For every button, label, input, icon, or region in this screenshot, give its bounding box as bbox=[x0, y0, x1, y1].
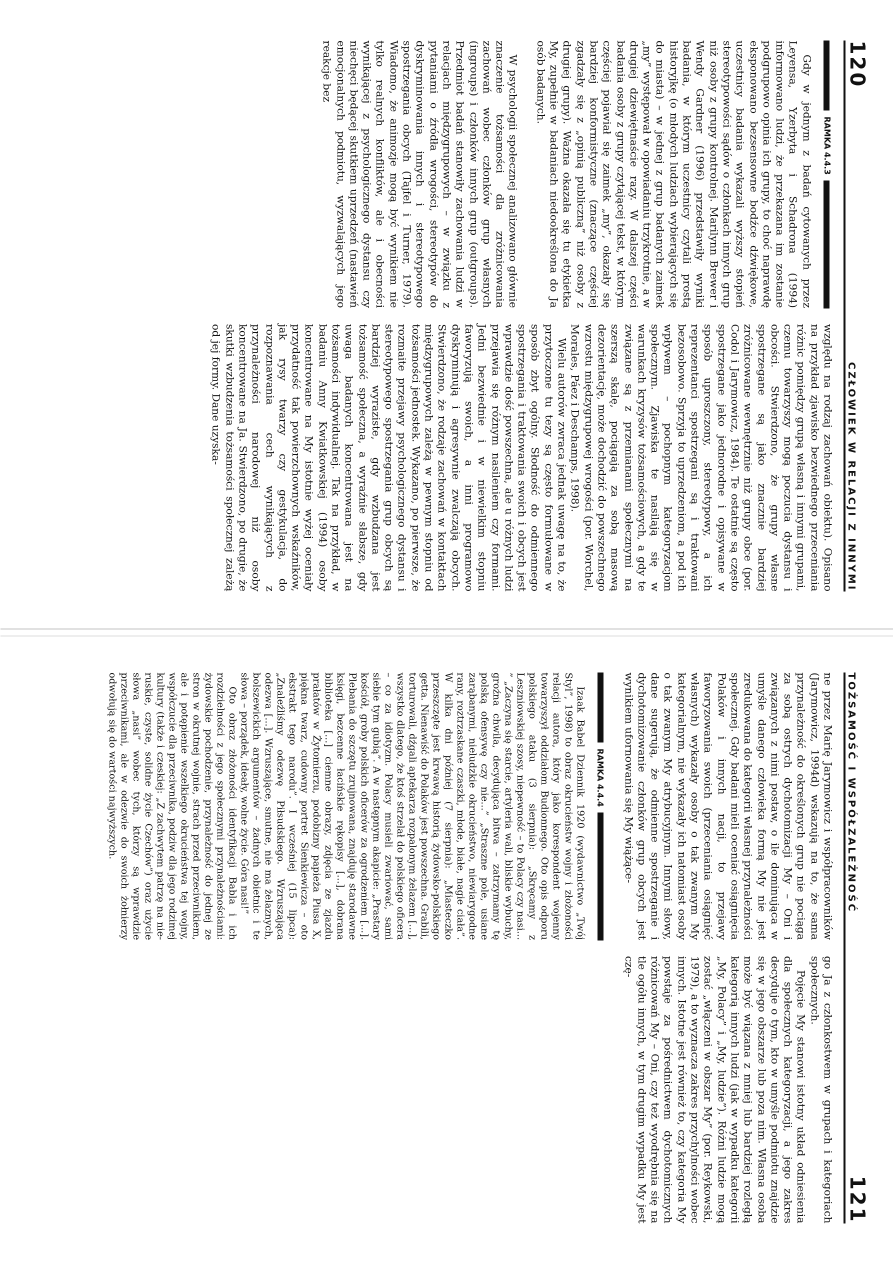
left-columns bbox=[20, 40, 833, 591]
right-column-1 bbox=[20, 672, 833, 940]
box-label: RAMKA 4.4.3 bbox=[822, 116, 831, 175]
left-running-title: CZŁOWIEK W RELACJI Z INNYMI bbox=[845, 361, 856, 591]
left-page-number: 120 bbox=[845, 40, 869, 88]
box-paragraph: Oto obraz złożoności identyfikacji Babla i ich rozdzielności z jego społecznymi przynależnościami: żydowskie pochodzenie, przynależność do jednej ze stron w okrutnej wojnie, strach przed przeciwnikiem, ale i potępienie wszelkiego okrucieństwa tej wojny, współczucie dla przeciwnika, podziw dla jego rodzimej kultury (także i czeskiej: „Z zachwytem patrzę na nie-ruskie, czyste, solidne życie Czechów”) oraz użycie słowa „nasi” wobec tych, którzy są wprawdzie przeciwnikami, ale w odezwie do swoich żołnierzy odwołują się do wartości najwyższych. bbox=[105, 672, 237, 940]
box-paragraph: Izaak Babel Dziennik 1920 (wydawnictwo „Twój Styl”, 1998) to obraz okrucieństw wojny i złożoności relacji autora, który jako korespondent wojenny towarzyszył oddziałom Budionnego. Oto opis odporu polskiego ataku (3 sierpnia): „Skręcamy z Leszniowskiej szosy, niepewność – to Polacy czy nasi... ” „Zaczyna się starcie, artyleria wali, bliskie wybuchy, groźna chwila, decydująca bitwa – zatrzymamy tę polską ofensywę czy nie...” „Straszne pole, usiane zarąbanymi, nieludzkie okrucieństwo, niewiarygodne rany, roztrzaskane czaszki, młode, białe, nagie ciała”. W kilka dni później (7 sierpnia): „Miasteczko przeszczęte jest krwawą historią żydowsko-polskiego getta. Nienawiść do Polaków jest powszechna. Grabili, torturowali, dźgali aptekarza rozpalonym żelazem [...], wszystko dlatego, że ktoś strzelał do polskiego oficera – co za idiotyzm. Polacy musieli zwariować, sami siebie tym gubią”. A w następnym akapicie: „Prastary kościół, groby polskich oficerów za ogrodzeniem [...]. Plebania do szczętu zrujnowana, znajduję starodawne księgi, bezcenne łacińskie rękopisy [...], dobrana biblioteka [...] ciemne obrazy, zdjęcia ze zjazdu prałatów w Żytomierzu, podobizny papieża Piusa X, piękna twarz, cudowny portret Sienkiewicza – oto ekstrakt tego narodu”. I wcześniej (15 lipca): „Znaleźliśmy odezwę Piłsudskiego. Wzruszająca odezwa [...]. Wzruszające, smutne, nie ma żelaznych, bolszewickich argumentów – żadnych obietnic i te słowa – porządek, ideały, wolne życie. Góra nasi!” bbox=[237, 672, 585, 940]
box-header-bar bbox=[597, 812, 603, 939]
box-header-4-4-4 bbox=[593, 672, 606, 940]
right-page bbox=[0, 632, 893, 1263]
body-paragraph: Pojęcie My stanowi istotny układ odniesienia dla społecznych kategoryzacji, a jego zakres decyduje o tym, kto w umyśle podmiotu znajdzie się w jego obszarze lub poza nim. Własna osoba może być wiązana z mniej lub bardziej rozległą kategorią innych ludzi (jak w wypadku kategorii „My, Polacy” i „My, ludzie”). Różni ludzie mogą zostać „włączeni w obszar My” (por. Reykowski, 1979), a to wyznacza zakres przychylności wobec innych. Istotne jest również to, czy kategoria My powstaje za pośrednictwem dychotomicznych różnicowań My – Oni, czy też wyodrębnia się na tle ogółu innych, w tym drugim wypadku My jest czę- bbox=[621, 955, 807, 1223]
right-running-head bbox=[843, 672, 871, 1223]
left-page bbox=[0, 0, 893, 631]
body-paragraph: Wielu autorów zwraca jednak uwagę na to, że przytoczone tu tezy są często formułowane w sposób zbyt ogólny. Słodność do odmiennego spostrzegania i traktowania swoich i obcych jest wprawdzie dość powszechna, ale u różnych ludzi przejawia się różnym nasileniem czy formami. Jedni bezwiednie i w niewielkim stopniu faworyzują swoich, a inni programowo dyskryminują i agresywnie zwalczają obcych. Stwierdzono, że rodzaje zachowań w kontaktach międzygrupowych zależą w pewnym stopniu od tożsamości jednostek. Wykazano, po pierwsze, że rozmaite przejawy psychologicznego dystansu i stereotypowego spostrzegania grup obcych są bardziej wyraziste, gdy wzbudzana jest tożsamość społeczna, a wyraźnie słabsze, gdy uwaga badanych koncentrowana jest na tożsamości indywidualnej. Tak na przykład, w badaniu Anny Kwiatkowskiej (1994) osoby koncentrowane na My istotnie wyżej oceniały przydatność tak powierzchownych wskaźników, jak rysy twarzy czy gestykulacja, do rozpoznawania cech wynikających z przynależności narodowej niż osoby koncentrowane na Ja. Stwierdzono, po drugie, że skutki wzbudzenia tożsamości społecznej zależą od jej formy. Dane uzyska- bbox=[209, 323, 568, 591]
box-header-bar bbox=[823, 180, 829, 307]
body-paragraph: W psychologii społecznej analizowano głównie znaczenie tożsamości dla zróżnicowania zachowań wobec członków grup własnych (ingroups) i członków innych grup (outgroups). Przedmiot badań stanowiły zachowania ludzi w relacjach międzygrupowych – w związku z pytaniami o źródła wrogości, stereotypów do dyskryminowania innych i stereotypowego spostrzegania obcych (Tajfel i Turner, 1979). Wiadomo, że animozje mogą być wynikiem nie tylko realnych konfliktów, ale i obecności wynikającej z psychologicznego dystansu czy niechęci będącej skutkiem uprzedzeń (nastawień emocjonalnych podmiotu, wyzwalających jego reakcje bez bbox=[320, 40, 519, 308]
box-paragraph: Gdy w jednym z badań cytowanych przez Leyensa, Yzerbyta i Schadrona (1994) informowano ludzi, że przekazana im zostanie podgrupowo opinia ich grupy, to choć naprawdę eksponowano bezsensowne bodźce dźwiękowe, uczestnicy badania wykazali wyższy stopień stereotypowości sądów o członkach innych grup niż osoby z grupy kontrolnej. Marilynn Brewer i Wendy Gardner (1996) przedstawiły wyniki badania, w którym uczestnicy czytali prostą historyjkę (o młodych ludziach wybierających się do miasta) – w jednej z grup badanych zaimek „my” występował w opowiadaniu trzykrotnie, a w drugiej dziewiętnaście razy. W dalszej części badania osoby z grupy czytającej tekst, w którym częściej pojawiał się zaimek „my”, okazały się bardziej konformistyczne (znaczące częściej zgadzały się z „opinią publiczną” niż osoby z drugiej grupy). Ważna okazała się tu etykietka My, zupełnie w badaniach niedookreślona do Ja osób badanych. bbox=[533, 40, 812, 308]
body-paragraph: względu na rodzaj zachowań obiektu). Opisano na przykład zjawisko bezwiednego przeceniania różnic pomiędzy grupą własną i innymi grupami, czemu towarzyszy mogą poczucia dystansu i obcości. Stwierdzono, że grupy własne spostrzegane są jako znacznie bardziej zróżnicowane wewnętrznie niż grupy obce (por. Codol i Jarymowicz, 1984). Te ostatnie są często spostrzegane jako jednorodne i opisywane w sposób uproszczony, stereotypowy, a ich reprezentanci spostrzegani są i traktowani bezosobowo. Sprzyja to uprzedzeniom, a pod ich wpływem – pochopnym kategoryzacjom społecznym. Zjawiska te nasilają się w warunkach kryzysów tożsamościowych, a gdy te związane są z przemianami społecznymi na szerszą skalę, pociągają za sobą masową dezorientację, może dochodzić do powszechnego wzrostu międzygrupowej wrogości (por. Worchel, Morales, Páez i Deschamps, 1998). bbox=[568, 323, 833, 591]
left-column-1 bbox=[20, 40, 833, 308]
box-header-4-4-3 bbox=[820, 40, 833, 308]
box-header-bar bbox=[823, 40, 829, 110]
box-header-bar bbox=[597, 672, 603, 742]
left-column-2 bbox=[20, 324, 833, 592]
body-paragraph: ne przez Marię Jarymowicz i współpracowników (Jarymowicz, 1994d) wskazują na to, że sama przynależność do określonych grup nie pociąga za sobą ostrych dychotomizacji My – Oni i związanych z nimi postaw, o ile dominująca w umyśle danego człowieka formą My nie jest zredukowana do kategorii własnej przynależności społecznej. Gdy badani mieli oceniać osiągnięcia Polaków i innych nacji, to przejawy faworyzowania swoich (przeceniania osiągnięć własnych) wykazały osoby o tak zwanym My kategorialnym, nie wykazały ich natomiast osoby o tak zwanym My atrybucyjnym. Innymi słowy, dane sugerują, że odmienne spostrzeganie i dychotomizowanie członków grup obcych jest wynikiem ufornowania się My wiążące- bbox=[621, 672, 833, 940]
box-label: RAMKA 4.4.4 bbox=[595, 748, 605, 807]
right-running-title: TOŻSAMOŚĆ I WSPÓŁZALEŻNOŚĆ bbox=[845, 672, 856, 913]
right-page-number: 121 bbox=[845, 1175, 869, 1223]
body-paragraph: go Ja z członkostwem w grupach i kategoriach społecznych. bbox=[807, 955, 833, 1223]
left-running-head bbox=[843, 40, 871, 591]
right-column-2 bbox=[20, 956, 833, 1224]
right-columns bbox=[20, 672, 833, 1223]
